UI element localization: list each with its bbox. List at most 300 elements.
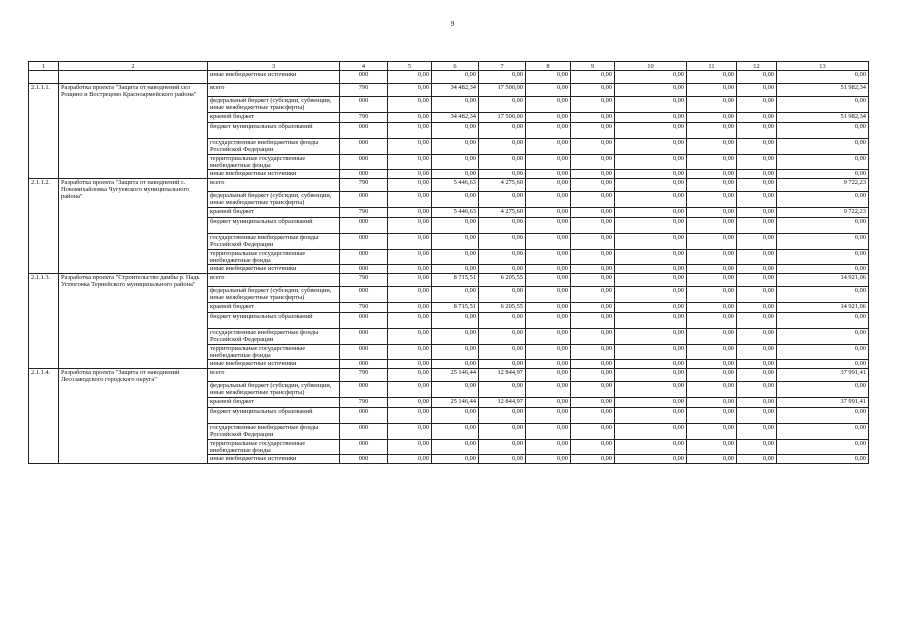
amount-cell: 0,00 <box>687 123 737 139</box>
amount-cell: 0,00 <box>687 382 737 398</box>
amount-cell: 0,00 <box>432 313 479 329</box>
budget-code: 000 <box>340 382 388 398</box>
funding-source: иные внебюджетные источники <box>208 360 340 369</box>
amount-cell: 0,00 <box>615 123 687 139</box>
amount-cell: 0,00 <box>737 345 777 360</box>
amount-cell: 0,00 <box>388 303 432 313</box>
amount-cell: 0,00 <box>737 274 777 287</box>
amount-cell: 0,00 <box>388 274 432 287</box>
amount-cell: 0,00 <box>737 382 777 398</box>
amount-cell: 0,00 <box>687 97 737 113</box>
amount-cell: 0,00 <box>687 208 737 218</box>
amount-cell: 0,00 <box>615 303 687 313</box>
amount-cell: 0,00 <box>526 192 571 208</box>
amount-cell: 0,00 <box>526 287 571 303</box>
amount-cell: 51 982,34 <box>777 84 869 97</box>
funding-source: всего <box>208 179 340 192</box>
amount-cell: 0,00 <box>777 250 869 265</box>
amount-cell: 0,00 <box>432 123 479 139</box>
amount-cell: 0,00 <box>687 265 737 274</box>
amount-cell: 0,00 <box>432 250 479 265</box>
amount-cell: 0,00 <box>388 287 432 303</box>
amount-cell: 0,00 <box>737 155 777 170</box>
amount-cell: 0,00 <box>737 139 777 155</box>
amount-cell: 0,00 <box>571 287 615 303</box>
amount-cell: 8 715,51 <box>432 303 479 313</box>
funding-source: государственные внебюджетные фонды Российской Федерации <box>208 139 340 155</box>
amount-cell: 0,00 <box>615 455 687 464</box>
amount-cell: 0,00 <box>388 329 432 345</box>
table-row <box>29 84 869 97</box>
amount-cell: 0,00 <box>615 313 687 329</box>
amount-cell: 0,00 <box>615 113 687 123</box>
amount-cell: 0,00 <box>737 313 777 329</box>
amount-cell: 0,00 <box>737 71 777 84</box>
funding-source: федеральный бюджет (субсидии, субвенции, иные межбюджетные трансферты) <box>208 287 340 303</box>
amount-cell: 0,00 <box>687 155 737 170</box>
column-number-header: 8 <box>526 62 571 71</box>
funding-source: бюджет муниципальных образований <box>208 123 340 139</box>
amount-cell: 0,00 <box>687 139 737 155</box>
amount-cell: 0,00 <box>687 329 737 345</box>
amount-cell: 0,00 <box>526 250 571 265</box>
amount-cell: 0,00 <box>777 440 869 455</box>
funding-source: бюджет муниципальных образований <box>208 408 340 424</box>
amount-cell: 0,00 <box>777 424 869 440</box>
amount-cell: 0,00 <box>388 369 432 382</box>
amount-cell: 0,00 <box>571 234 615 250</box>
funding-source: краевой бюджет <box>208 303 340 313</box>
amount-cell: 0,00 <box>432 424 479 440</box>
amount-cell: 0,00 <box>737 440 777 455</box>
amount-cell: 0,00 <box>526 440 571 455</box>
project-id: 2.1.1.4. <box>29 369 59 464</box>
funding-source: бюджет муниципальных образований <box>208 313 340 329</box>
amount-cell: 0,00 <box>615 170 687 179</box>
amount-cell: 0,00 <box>479 192 526 208</box>
amount-cell: 0,00 <box>526 303 571 313</box>
amount-cell: 0,00 <box>432 234 479 250</box>
amount-cell: 14 921,06 <box>777 274 869 287</box>
column-number-header: 11 <box>687 62 737 71</box>
amount-cell: 0,00 <box>777 97 869 113</box>
amount-cell: 34 482,34 <box>432 113 479 123</box>
amount-cell: 0,00 <box>777 218 869 234</box>
amount-cell: 0,00 <box>737 424 777 440</box>
amount-cell: 0,00 <box>615 424 687 440</box>
amount-cell: 0,00 <box>388 360 432 369</box>
amount-cell: 0,00 <box>479 345 526 360</box>
amount-cell: 0,00 <box>571 440 615 455</box>
funding-source: территориальные государственные внебюджетные фонды <box>208 440 340 455</box>
amount-cell: 0,00 <box>687 170 737 179</box>
column-number-header: 2 <box>59 62 208 71</box>
funding-source: краевой бюджет <box>208 208 340 218</box>
amount-cell: 51 982,34 <box>777 113 869 123</box>
amount-cell: 0,00 <box>432 408 479 424</box>
amount-cell: 0,00 <box>526 179 571 192</box>
amount-cell: 0,00 <box>615 440 687 455</box>
amount-cell: 4 275,60 <box>479 179 526 192</box>
amount-cell: 0,00 <box>526 369 571 382</box>
amount-cell: 0,00 <box>526 329 571 345</box>
budget-code: 000 <box>340 234 388 250</box>
budget-code: 000 <box>340 408 388 424</box>
amount-cell: 0,00 <box>777 123 869 139</box>
amount-cell: 0,00 <box>687 440 737 455</box>
funding-source: бюджет муниципальных образований <box>208 218 340 234</box>
amount-cell: 0,00 <box>615 234 687 250</box>
budget-code: 000 <box>340 424 388 440</box>
amount-cell: 0,00 <box>388 97 432 113</box>
amount-cell: 0,00 <box>687 234 737 250</box>
amount-cell: 0,00 <box>571 84 615 97</box>
funding-source: всего <box>208 369 340 382</box>
amount-cell: 0,00 <box>432 455 479 464</box>
budget-code: 000 <box>340 71 388 84</box>
amount-cell: 0,00 <box>571 424 615 440</box>
amount-cell: 0,00 <box>388 398 432 408</box>
amount-cell: 0,00 <box>571 250 615 265</box>
funding-source: всего <box>208 84 340 97</box>
amount-cell: 6 205,55 <box>479 274 526 287</box>
amount-cell: 0,00 <box>388 218 432 234</box>
amount-cell: 0,00 <box>526 345 571 360</box>
amount-cell: 0,00 <box>479 123 526 139</box>
amount-cell: 0,00 <box>777 313 869 329</box>
amount-cell: 0,00 <box>571 170 615 179</box>
amount-cell: 0,00 <box>737 97 777 113</box>
amount-cell: 0,00 <box>737 84 777 97</box>
amount-cell: 0,00 <box>479 97 526 113</box>
amount-cell: 0,00 <box>615 250 687 265</box>
amount-cell: 0,00 <box>615 218 687 234</box>
amount-cell: 0,00 <box>571 329 615 345</box>
amount-cell: 0,00 <box>737 192 777 208</box>
amount-cell: 37 991,41 <box>777 369 869 382</box>
amount-cell: 0,00 <box>388 265 432 274</box>
amount-cell: 0,00 <box>479 139 526 155</box>
amount-cell: 0,00 <box>737 218 777 234</box>
funding-source: территориальные государственные внебюджетные фонды <box>208 345 340 360</box>
budget-code: 000 <box>340 155 388 170</box>
amount-cell: 0,00 <box>615 382 687 398</box>
amount-cell: 0,00 <box>615 360 687 369</box>
budget-code: 000 <box>340 123 388 139</box>
budget-code: 000 <box>340 329 388 345</box>
amount-cell: 0,00 <box>432 360 479 369</box>
amount-cell: 0,00 <box>777 265 869 274</box>
amount-cell: 0,00 <box>615 408 687 424</box>
amount-cell: 0,00 <box>737 170 777 179</box>
amount-cell: 0,00 <box>777 382 869 398</box>
amount-cell: 0,00 <box>687 408 737 424</box>
amount-cell: 0,00 <box>526 84 571 97</box>
amount-cell: 0,00 <box>526 274 571 287</box>
amount-cell: 0,00 <box>479 329 526 345</box>
amount-cell: 0,00 <box>388 208 432 218</box>
amount-cell: 0,00 <box>479 71 526 84</box>
budget-code: 000 <box>340 97 388 113</box>
amount-cell: 0,00 <box>526 398 571 408</box>
amount-cell: 0,00 <box>737 303 777 313</box>
amount-cell: 0,00 <box>687 424 737 440</box>
amount-cell: 0,00 <box>479 250 526 265</box>
amount-cell: 0,00 <box>687 179 737 192</box>
amount-cell: 0,00 <box>388 455 432 464</box>
amount-cell: 25 146,44 <box>432 369 479 382</box>
amount-cell: 0,00 <box>432 265 479 274</box>
amount-cell: 0,00 <box>432 155 479 170</box>
budget-code: 790 <box>340 84 388 97</box>
amount-cell: 0,00 <box>388 345 432 360</box>
amount-cell: 0,00 <box>737 113 777 123</box>
amount-cell: 0,00 <box>479 440 526 455</box>
amount-cell: 0,00 <box>526 208 571 218</box>
amount-cell: 0,00 <box>615 398 687 408</box>
budget-code: 790 <box>340 274 388 287</box>
amount-cell: 0,00 <box>388 440 432 455</box>
project-id: 2.1.1.1. <box>29 84 59 179</box>
amount-cell: 0,00 <box>526 382 571 398</box>
funding-source: иные внебюджетные источники <box>208 170 340 179</box>
amount-cell: 0,00 <box>571 345 615 360</box>
amount-cell: 0,00 <box>615 287 687 303</box>
amount-cell: 0,00 <box>571 208 615 218</box>
column-number-header: 10 <box>615 62 687 71</box>
amount-cell: 0,00 <box>432 440 479 455</box>
column-number-header: 5 <box>388 62 432 71</box>
budget-code: 000 <box>340 170 388 179</box>
amount-cell: 0,00 <box>687 84 737 97</box>
amount-cell: 0,00 <box>388 408 432 424</box>
budget-code: 000 <box>340 313 388 329</box>
column-number-header: 7 <box>479 62 526 71</box>
amount-cell: 0,00 <box>479 424 526 440</box>
amount-cell: 0,00 <box>479 408 526 424</box>
budget-code: 000 <box>340 440 388 455</box>
amount-cell: 0,00 <box>432 139 479 155</box>
amount-cell: 0,00 <box>479 313 526 329</box>
budget-code: 790 <box>340 303 388 313</box>
amount-cell: 0,00 <box>737 208 777 218</box>
amount-cell: 0,00 <box>571 155 615 170</box>
amount-cell: 0,00 <box>571 313 615 329</box>
empty-cell <box>29 71 59 84</box>
amount-cell: 17 500,00 <box>479 113 526 123</box>
amount-cell: 0,00 <box>777 155 869 170</box>
amount-cell: 0,00 <box>388 313 432 329</box>
column-number-header: 13 <box>777 62 869 71</box>
amount-cell: 0,00 <box>687 303 737 313</box>
column-number-header: 3 <box>208 62 340 71</box>
amount-cell: 0,00 <box>687 398 737 408</box>
amount-cell: 0,00 <box>526 408 571 424</box>
amount-cell: 0,00 <box>615 71 687 84</box>
amount-cell: 0,00 <box>737 250 777 265</box>
amount-cell: 0,00 <box>388 179 432 192</box>
table-row <box>29 369 869 382</box>
amount-cell: 0,00 <box>479 234 526 250</box>
amount-cell: 0,00 <box>388 123 432 139</box>
budget-code: 790 <box>340 369 388 382</box>
amount-cell: 5 446,63 <box>432 179 479 192</box>
amount-cell: 0,00 <box>687 250 737 265</box>
amount-cell: 0,00 <box>388 139 432 155</box>
amount-cell: 0,00 <box>388 234 432 250</box>
amount-cell: 0,00 <box>777 139 869 155</box>
amount-cell: 0,00 <box>737 179 777 192</box>
amount-cell: 0,00 <box>479 170 526 179</box>
amount-cell: 0,00 <box>479 382 526 398</box>
amount-cell: 0,00 <box>432 97 479 113</box>
amount-cell: 0,00 <box>526 424 571 440</box>
amount-cell: 0,00 <box>571 455 615 464</box>
amount-cell: 0,00 <box>388 155 432 170</box>
amount-cell: 34 482,34 <box>432 84 479 97</box>
amount-cell: 0,00 <box>687 345 737 360</box>
budget-code: 790 <box>340 113 388 123</box>
amount-cell: 0,00 <box>737 329 777 345</box>
amount-cell: 0,00 <box>737 287 777 303</box>
amount-cell: 0,00 <box>571 408 615 424</box>
funding-source: территориальные государственные внебюджетные фонды <box>208 155 340 170</box>
amount-cell: 0,00 <box>615 369 687 382</box>
budget-code: 000 <box>340 455 388 464</box>
amount-cell: 0,00 <box>737 369 777 382</box>
amount-cell: 0,00 <box>737 455 777 464</box>
column-number-header: 12 <box>737 62 777 71</box>
amount-cell: 0,00 <box>687 313 737 329</box>
amount-cell: 0,00 <box>571 179 615 192</box>
amount-cell: 0,00 <box>526 113 571 123</box>
amount-cell: 0,00 <box>571 382 615 398</box>
amount-cell: 0,00 <box>526 360 571 369</box>
amount-cell: 37 991,41 <box>777 398 869 408</box>
amount-cell: 0,00 <box>571 192 615 208</box>
amount-cell: 0,00 <box>687 369 737 382</box>
amount-cell: 0,00 <box>615 208 687 218</box>
budget-code: 000 <box>340 360 388 369</box>
amount-cell: 0,00 <box>615 329 687 345</box>
amount-cell: 0,00 <box>687 218 737 234</box>
amount-cell: 0,00 <box>777 345 869 360</box>
amount-cell: 0,00 <box>615 139 687 155</box>
amount-cell: 0,00 <box>687 192 737 208</box>
amount-cell: 0,00 <box>526 234 571 250</box>
funding-source: федеральный бюджет (субсидии, субвенции, иные межбюджетные трансферты) <box>208 192 340 208</box>
project-id: 2.1.1.3. <box>29 274 59 369</box>
amount-cell: 0,00 <box>737 360 777 369</box>
amount-cell: 0,00 <box>526 218 571 234</box>
amount-cell: 0,00 <box>432 170 479 179</box>
amount-cell: 0,00 <box>432 287 479 303</box>
amount-cell: 14 921,06 <box>777 303 869 313</box>
amount-cell: 0,00 <box>737 234 777 250</box>
amount-cell: 0,00 <box>526 139 571 155</box>
amount-cell: 0,00 <box>615 179 687 192</box>
amount-cell: 0,00 <box>571 265 615 274</box>
amount-cell: 0,00 <box>571 139 615 155</box>
amount-cell: 0,00 <box>432 329 479 345</box>
amount-cell: 9 722,23 <box>777 208 869 218</box>
amount-cell: 0,00 <box>479 455 526 464</box>
amount-cell: 0,00 <box>737 408 777 424</box>
amount-cell: 0,00 <box>479 360 526 369</box>
amount-cell: 0,00 <box>777 455 869 464</box>
funding-source: краевой бюджет <box>208 398 340 408</box>
empty-cell <box>59 71 208 84</box>
amount-cell: 5 446,63 <box>432 208 479 218</box>
amount-cell: 0,00 <box>687 287 737 303</box>
amount-cell: 0,00 <box>615 84 687 97</box>
amount-cell: 12 844,97 <box>479 369 526 382</box>
amount-cell: 0,00 <box>571 369 615 382</box>
amount-cell: 0,00 <box>432 192 479 208</box>
amount-cell: 0,00 <box>777 71 869 84</box>
column-number-header: 9 <box>571 62 615 71</box>
funding-source: федеральный бюджет (субсидии, субвенции, иные межбюджетные трансферты) <box>208 382 340 398</box>
amount-cell: 0,00 <box>571 274 615 287</box>
budget-code: 000 <box>340 287 388 303</box>
amount-cell: 0,00 <box>388 84 432 97</box>
amount-cell: 0,00 <box>526 313 571 329</box>
amount-cell: 0,00 <box>479 265 526 274</box>
amount-cell: 9 722,23 <box>777 179 869 192</box>
amount-cell: 0,00 <box>526 155 571 170</box>
amount-cell: 0,00 <box>687 455 737 464</box>
amount-cell: 0,00 <box>777 408 869 424</box>
budget-code: 000 <box>340 250 388 265</box>
amount-cell: 0,00 <box>571 398 615 408</box>
amount-cell: 0,00 <box>388 382 432 398</box>
amount-cell: 0,00 <box>479 218 526 234</box>
amount-cell: 0,00 <box>388 424 432 440</box>
amount-cell: 0,00 <box>388 192 432 208</box>
amount-cell: 0,00 <box>432 218 479 234</box>
amount-cell: 0,00 <box>687 274 737 287</box>
budget-code: 790 <box>340 208 388 218</box>
column-number-header: 4 <box>340 62 388 71</box>
funding-source: всего <box>208 274 340 287</box>
amount-cell: 0,00 <box>615 192 687 208</box>
amount-cell: 0,00 <box>571 71 615 84</box>
amount-cell: 0,00 <box>615 155 687 170</box>
amount-cell: 0,00 <box>737 123 777 139</box>
funding-source: государственные внебюджетные фонды Российской Федерации <box>208 424 340 440</box>
column-number-row <box>29 62 869 71</box>
amount-cell: 0,00 <box>571 360 615 369</box>
amount-cell: 25 146,44 <box>432 398 479 408</box>
amount-cell: 8 715,51 <box>432 274 479 287</box>
amount-cell: 0,00 <box>571 113 615 123</box>
amount-cell: 0,00 <box>526 455 571 464</box>
amount-cell: 0,00 <box>571 123 615 139</box>
table-body <box>29 62 869 464</box>
budget-code: 000 <box>340 345 388 360</box>
amount-cell: 0,00 <box>526 170 571 179</box>
amount-cell: 0,00 <box>737 398 777 408</box>
project-name: Разработка проекта "Строительство дамбы р. Падь Устюговка Тернейского муниципального района" <box>59 274 208 369</box>
funding-source: иные внебюджетные источники <box>208 265 340 274</box>
amount-cell: 0,00 <box>388 250 432 265</box>
budget-code: 000 <box>340 192 388 208</box>
amount-cell: 0,00 <box>479 287 526 303</box>
amount-cell: 0,00 <box>615 274 687 287</box>
amount-cell: 0,00 <box>687 113 737 123</box>
column-number-header: 1 <box>29 62 59 71</box>
funding-source: федеральный бюджет (субсидии, субвенции, иные межбюджетные трансферты) <box>208 97 340 113</box>
